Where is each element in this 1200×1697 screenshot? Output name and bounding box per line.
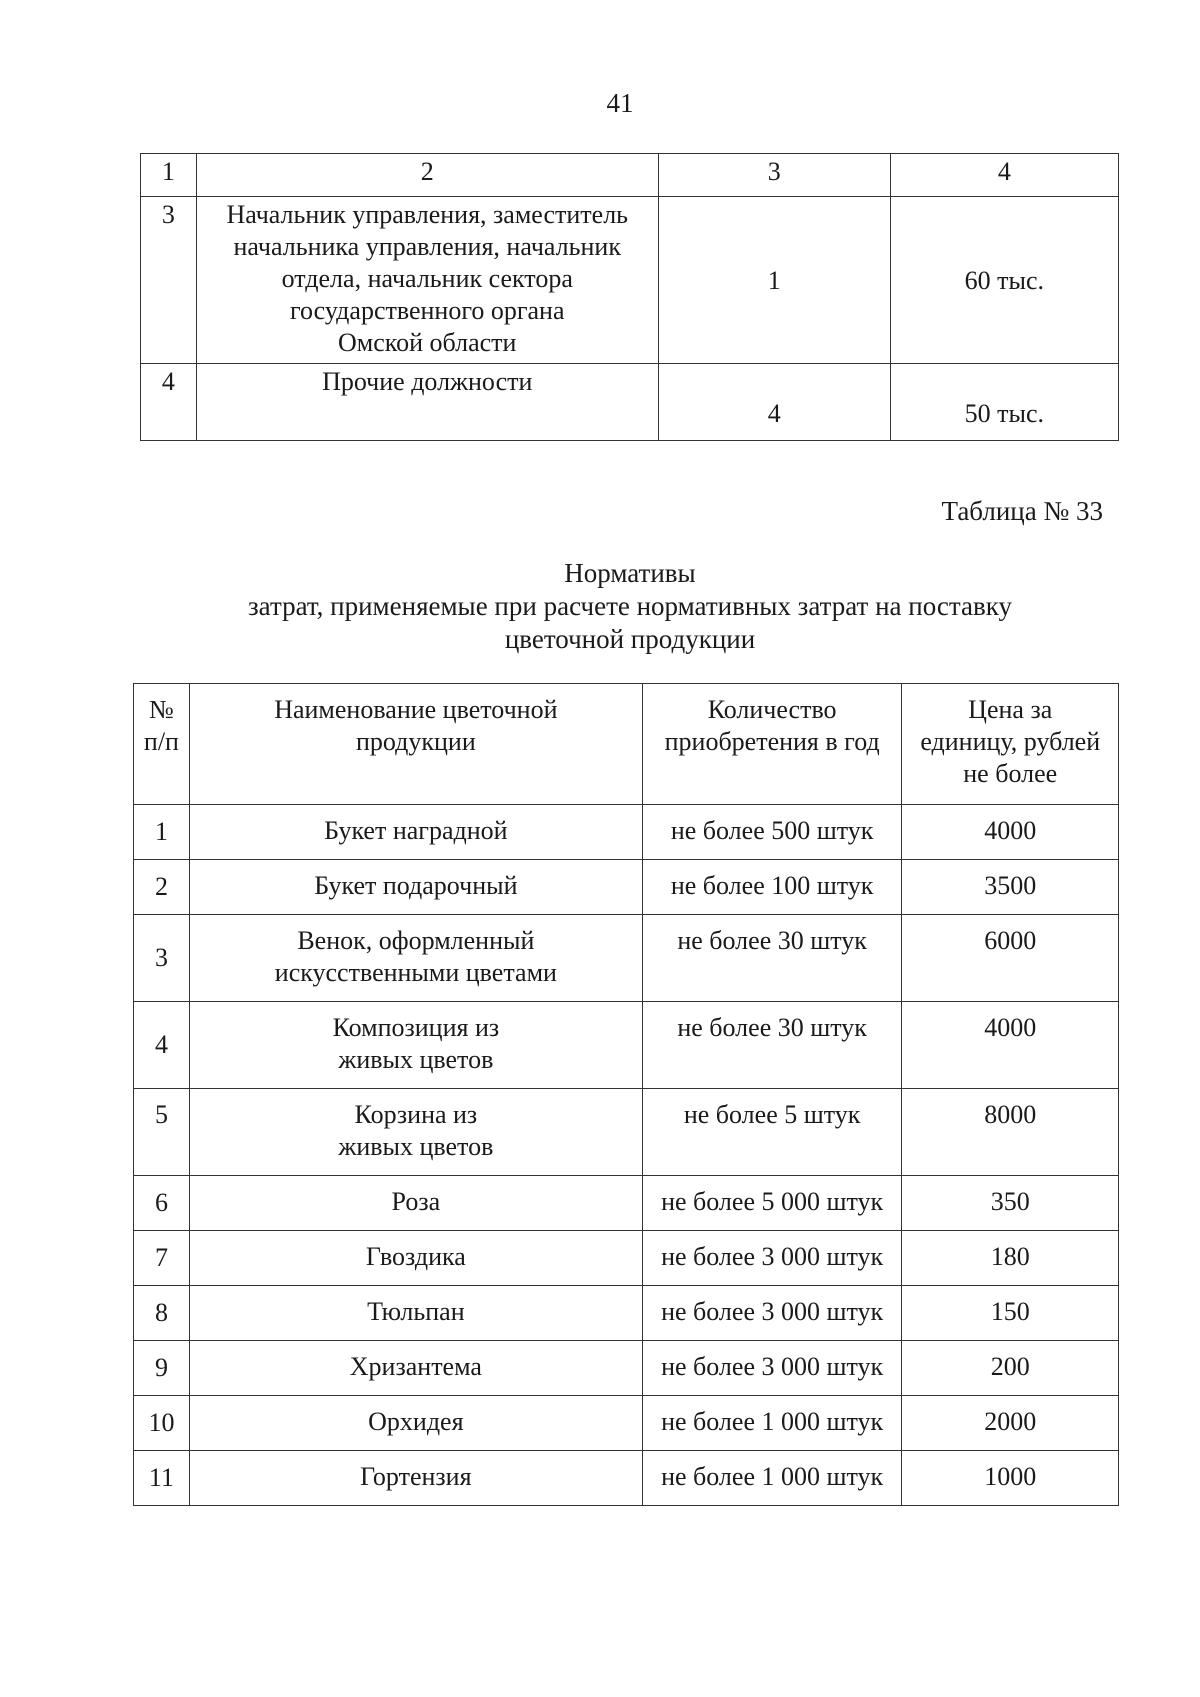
header-line: единицу, рублей: [920, 727, 1101, 756]
quantity-cell: 4: [658, 364, 890, 441]
text-line: живых цветов: [338, 1045, 494, 1074]
row-number: 5: [134, 1089, 190, 1176]
table-row: [134, 1286, 1119, 1341]
text-line: Омской области: [338, 328, 517, 357]
price-cell: 4000: [902, 1002, 1119, 1089]
page-number: 41: [606, 88, 634, 118]
row-number: 3: [134, 915, 190, 1002]
quantity-cell: не более 3 000 штук: [642, 1286, 902, 1341]
price-cell: 50 тыс.: [890, 364, 1118, 441]
header-line: Наименование цветочной: [274, 695, 558, 724]
price-cell: 200: [902, 1341, 1119, 1396]
table-row: [134, 1451, 1119, 1506]
text-line: искусственными цветами: [274, 958, 557, 987]
price-cell: 8000: [902, 1089, 1119, 1176]
quantity-cell: не более 1 000 штук: [642, 1451, 902, 1506]
title-line: затрат, применяемые при расчете нормативных затрат на поставку: [248, 591, 1012, 621]
header-name: [189, 684, 642, 805]
table-row: [134, 1176, 1119, 1231]
product-name: Гортензия: [189, 1451, 642, 1506]
table-title: [160, 557, 1100, 656]
table-row: [141, 364, 1119, 441]
table-header-row: [134, 684, 1119, 805]
header-price: [902, 684, 1119, 805]
header-line: приобретения в год: [664, 727, 880, 756]
text-line: отдела, начальник сектора: [281, 264, 573, 293]
row-number: 1: [134, 805, 190, 860]
position-name: [196, 197, 658, 364]
text-line: государственного органа: [289, 296, 565, 325]
text-line: Корзина из: [354, 1100, 478, 1129]
table-row: [134, 1341, 1119, 1396]
table-row: [134, 1231, 1119, 1286]
header-line: Цена за: [968, 695, 1053, 724]
quantity-cell: не более 100 штук: [642, 860, 902, 915]
row-number: 3: [141, 197, 197, 364]
table-row: [134, 860, 1119, 915]
row-number: 2: [134, 860, 190, 915]
quantity-cell: 1: [658, 197, 890, 364]
price-cell: 2000: [902, 1396, 1119, 1451]
row-number: 4: [134, 1002, 190, 1089]
row-number: 11: [134, 1451, 190, 1506]
quantity-cell: не более 3 000 штук: [642, 1231, 902, 1286]
text-line: живых цветов: [338, 1132, 494, 1161]
table-row: [141, 197, 1119, 364]
row-number: 6: [134, 1176, 190, 1231]
product-name: Хризантема: [189, 1341, 642, 1396]
header-cell: 4: [890, 154, 1118, 197]
table-row: [134, 915, 1119, 1002]
quantity-cell: не более 500 штук: [642, 805, 902, 860]
row-number: 4: [141, 364, 197, 441]
table-header-row: [141, 154, 1119, 197]
quantity-cell: не более 5 штук: [642, 1089, 902, 1176]
quantity-cell: не более 1 000 штук: [642, 1396, 902, 1451]
product-name: [189, 915, 642, 1002]
price-cell: 350: [902, 1176, 1119, 1231]
quantity-cell: не более 30 штук: [642, 1002, 902, 1089]
quantity-cell: не более 30 штук: [642, 915, 902, 1002]
text-line: Венок, оформленный: [297, 926, 535, 955]
quantity-cell: не более 5 000 штук: [642, 1176, 902, 1231]
row-number: 9: [134, 1341, 190, 1396]
price-cell: 180: [902, 1231, 1119, 1286]
product-name: Орхидея: [189, 1396, 642, 1451]
position-name: [196, 364, 658, 441]
table-label: Таблица № 33: [941, 496, 1103, 526]
table-row: [134, 1396, 1119, 1451]
header-line: Количество: [707, 695, 837, 724]
header-cell: 3: [658, 154, 890, 197]
continued-table: [140, 153, 1119, 441]
price-cell: 4000: [902, 805, 1119, 860]
header-num: [134, 684, 190, 805]
product-name: Букет подарочный: [189, 860, 642, 915]
price-cell: 1000: [902, 1451, 1119, 1506]
product-name: Роза: [189, 1176, 642, 1231]
price-cell: 60 тыс.: [890, 197, 1118, 364]
product-name: Тюльпан: [189, 1286, 642, 1341]
header-line: продукции: [355, 727, 476, 756]
flower-products-table: [133, 683, 1119, 1506]
table-row: [134, 805, 1119, 860]
product-name: Букет наградной: [189, 805, 642, 860]
table-row: [134, 1002, 1119, 1089]
quantity-cell: не более 3 000 штук: [642, 1341, 902, 1396]
title-line: цветочной продукции: [504, 624, 756, 654]
price-cell: 3500: [902, 860, 1119, 915]
header-cell: 1: [141, 154, 197, 197]
header-line: не более: [963, 759, 1058, 788]
price-cell: 150: [902, 1286, 1119, 1341]
header-quantity: [642, 684, 902, 805]
product-name: Гвоздика: [189, 1231, 642, 1286]
header-line: п/п: [143, 727, 179, 756]
table-row: [134, 1089, 1119, 1176]
header-line: №: [149, 695, 174, 724]
row-number: 10: [134, 1396, 190, 1451]
price-cell: 6000: [902, 915, 1119, 1002]
row-number: 8: [134, 1286, 190, 1341]
text-line: Композиция из: [332, 1013, 500, 1042]
row-number: 7: [134, 1231, 190, 1286]
product-name: [189, 1002, 642, 1089]
text-line: начальника управления, начальник: [233, 232, 621, 261]
text-line: Начальник управления, заместитель: [226, 200, 629, 229]
text-line: Прочие должности: [322, 367, 533, 396]
title-line: Нормативы: [564, 558, 696, 588]
product-name: [189, 1089, 642, 1176]
header-cell: 2: [196, 154, 658, 197]
